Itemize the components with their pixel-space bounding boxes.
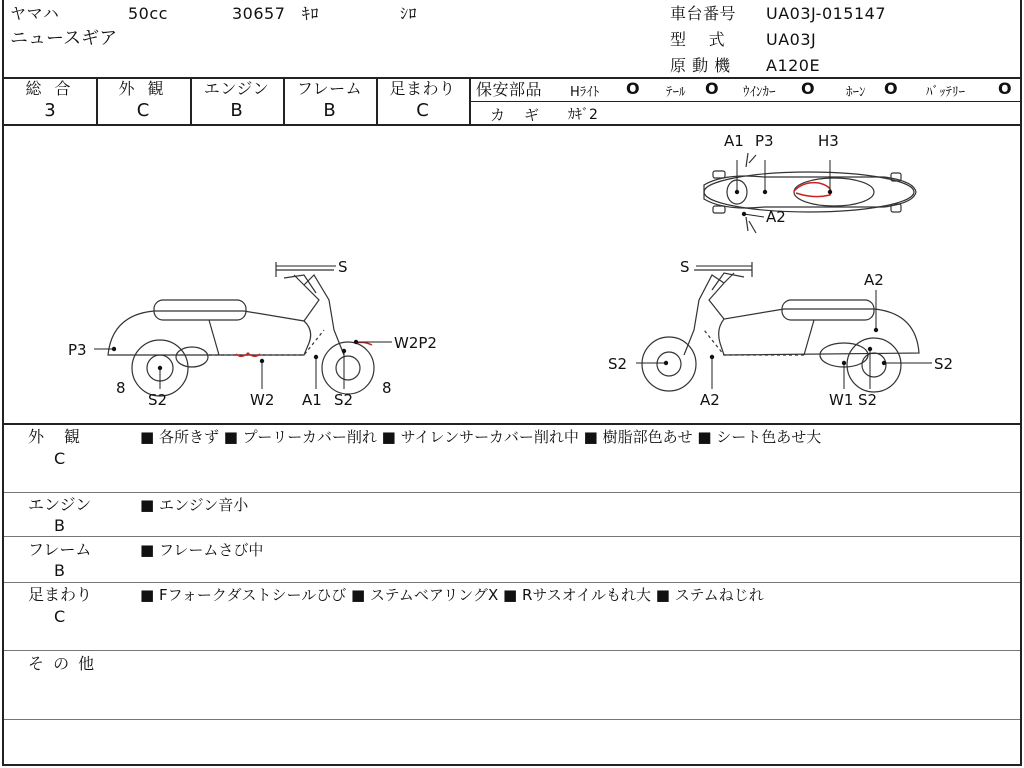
left-label-W2: W2 [250, 391, 275, 409]
grade-value: C [136, 100, 150, 121]
vehicle-color: ｼﾛ [400, 4, 418, 23]
note-rule [4, 582, 1020, 583]
note-text: ■ フレームさび中 [140, 541, 264, 559]
grade-value: 3 [44, 100, 56, 121]
right-label-A2a: A2 [864, 271, 884, 289]
safety-item-headlight-label: Hﾗｲﾄ [570, 85, 600, 100]
note-label: フレーム [28, 540, 92, 559]
maker: ヤマハ [10, 4, 60, 23]
note-rule [4, 719, 1020, 720]
note-text: ■ 各所きず ■ プーリーカバー削れ ■ サイレンサーカバー削れ中 ■ 樹脂部色あせ ■ シート色あせ大 [140, 428, 822, 446]
grade-label: 足まわり [389, 79, 456, 98]
safety-item-horn-label: ﾎｰﾝ [846, 85, 866, 100]
grade-value: B [230, 100, 243, 121]
right-label-A2b: A2 [700, 391, 720, 409]
mileage-unit: ｷﾛ [302, 4, 320, 23]
right-label-S: S [680, 258, 690, 276]
grade-label: フレーム [296, 79, 363, 98]
safety-item-winker-mark: O [801, 79, 815, 98]
mileage: 30657 [232, 4, 286, 23]
scooter-left-view [108, 262, 374, 396]
note-text: ■ Fフォークダストシールひび ■ ステムベアリングX ■ Rサスオイルもれ大 ■ ステムねじれ [140, 586, 764, 604]
displacement: 50cc [128, 4, 168, 23]
left-label-8a: 8 [116, 379, 126, 397]
key-value: ｶｷﾞ2 [568, 107, 598, 123]
top-label-H3: H3 [818, 132, 839, 150]
safety-item-tail-mark: O [705, 79, 719, 98]
note-rule [4, 650, 1020, 651]
note-rule [4, 492, 1020, 493]
note-rule [4, 536, 1020, 537]
grade-frame [283, 78, 376, 124]
safety-item-headlight-mark: O [626, 79, 640, 98]
frame-no: UA03J-015147 [766, 4, 887, 23]
model-code: UA03J [766, 30, 817, 49]
grade-suspension [376, 78, 469, 124]
grade-label: 総 合 [25, 79, 75, 98]
grade-value: C [416, 100, 429, 121]
safety-item-battery-mark: O [998, 79, 1012, 98]
safety-item-battery-label: ﾊﾞｯﾃﾘｰ [926, 85, 965, 100]
safety-item-winker-label: ｳｲﾝｶｰ [743, 85, 776, 100]
left-label-P3: P3 [68, 341, 87, 359]
left-label-S: S [338, 258, 348, 276]
inspection-sheet [2, 0, 1022, 766]
note-label: そ の 他 [28, 654, 97, 673]
safety-item-tail-label: ﾃｰﾙ [666, 85, 686, 100]
safety-item-horn-mark: O [884, 79, 898, 98]
note-grade: C [54, 449, 66, 468]
key-label: カ ギ [490, 106, 542, 124]
left-label-A1: A1 [302, 391, 322, 409]
grade-exterior [96, 78, 190, 124]
model-label: 型 式 [670, 30, 726, 49]
damage-diagram [4, 125, 1020, 423]
right-label-S2a: S2 [608, 355, 628, 373]
right-label-W1: W1 [829, 391, 854, 409]
top-label-A1: A1 [724, 132, 744, 150]
grade-value: B [323, 100, 336, 121]
safety-title: 保安部品 [476, 80, 543, 99]
note-grade: C [54, 607, 66, 626]
engine-code: A120E [766, 56, 821, 75]
right-label-S2b: S2 [934, 355, 954, 373]
top-label-P3: P3 [755, 132, 774, 150]
model-name: ニュースギア [10, 28, 118, 49]
frame-no-label: 車台番号 [670, 4, 737, 23]
note-grade: B [54, 516, 65, 535]
top-label-A2: A2 [766, 208, 786, 226]
engine-label: 原 動 機 [670, 56, 731, 75]
grade-label: 外 観 [118, 79, 168, 98]
note-label: エンジン [28, 495, 92, 514]
note-text: ■ エンジン音小 [140, 496, 249, 514]
safety-row-rule [470, 101, 1020, 102]
left-label-8b: 8 [382, 379, 392, 397]
left-label-S2b: S2 [334, 391, 354, 409]
grade-engine [190, 78, 283, 124]
left-label-S2a: S2 [148, 391, 168, 409]
grade-label: エンジン [203, 79, 270, 98]
grade-overall [4, 78, 96, 124]
right-label-S2c: S2 [858, 391, 878, 409]
note-label: 足まわり [28, 585, 93, 604]
note-grade: B [54, 561, 65, 580]
left-label-W2P2: W2P2 [394, 334, 437, 352]
notes-top-rule [4, 423, 1020, 425]
note-label: 外 観 [28, 427, 83, 446]
